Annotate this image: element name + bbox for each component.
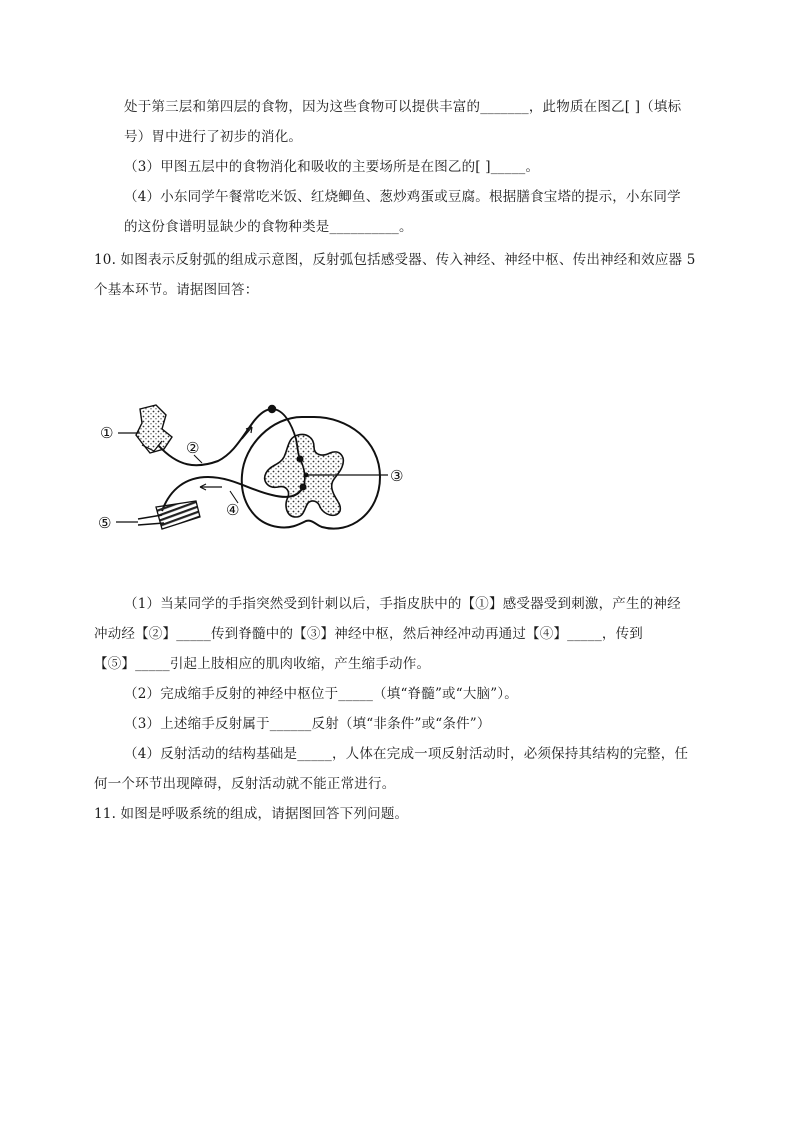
- reflex-arc-diagram: [92, 395, 422, 555]
- q10-part-3: （3）上述缩手反射属于______反射（填“非条件”或“条件”）: [124, 716, 491, 732]
- label-4: ④: [226, 501, 240, 519]
- q9-text-line-2: 号）胃中进行了初步的消化。: [124, 129, 303, 145]
- label-2: ②: [186, 439, 200, 457]
- receptor-skin: [136, 405, 172, 453]
- q9-part-3: （3）甲图五层中的食物消化和吸收的主要场所是在图乙的[ ]_____。: [124, 159, 540, 175]
- q10-part-2: （2）完成缩手反射的神经中枢位于_____（填“脊髓”或“大脑”）。: [124, 686, 518, 702]
- q10-stem-line-2: 个基本环节。请据图回答：: [94, 282, 259, 298]
- label-3: ③: [390, 467, 404, 485]
- effector-muscle: [138, 501, 200, 529]
- spinal-cord: [242, 417, 380, 529]
- afferent-nerve: [158, 405, 300, 465]
- label-1: ①: [100, 424, 114, 442]
- q9-part-4-line-1: （4）小东同学午餐常吃米饭、红烧鲫鱼、葱炒鸡蛋或豆腐。根据膳食宝塔的提示，小东同学: [124, 189, 681, 205]
- q10-part-4-line-1: （4）反射活动的结构基础是_____，人体在完成一项反射活动时，必须保持其结构的完整，任: [124, 746, 689, 762]
- label-5: ⑤: [98, 514, 112, 532]
- q10-part-1-line-2: 冲动经【②】_____传到脊髓中的【③】神经中枢，然后神经冲动再通过【④】_____，传到: [94, 626, 643, 642]
- q11-stem: 11. 如图是呼吸系统的组成，请据图回答下列问题。: [94, 806, 409, 822]
- q9-text-line-1: 处于第三层和第四层的食物，因为这些食物可以提供丰富的_______，此物质在图乙[ ]（填标: [124, 99, 682, 115]
- q10-part-4-line-2: 何一个环节出现障碍，反射活动就不能正常进行。: [94, 776, 396, 792]
- q10-part-1-line-3: 【⑤】_____引起上肢相应的肌肉收缩，产生缩手动作。: [94, 656, 431, 672]
- q9-part-4-line-2: 的这份食谱明显缺少的食物种类是__________。: [124, 219, 413, 235]
- q10-part-1-line-1: （1）当某同学的手指突然受到针刺以后，手指皮肤中的【①】感受器受到刺激，产生的神经: [124, 596, 681, 612]
- q10-stem-line-1: 10. 如图表示反射弧的组成示意图，反射弧包括感受器、传入神经、神经中枢、传出神经和效应器 5: [94, 252, 696, 268]
